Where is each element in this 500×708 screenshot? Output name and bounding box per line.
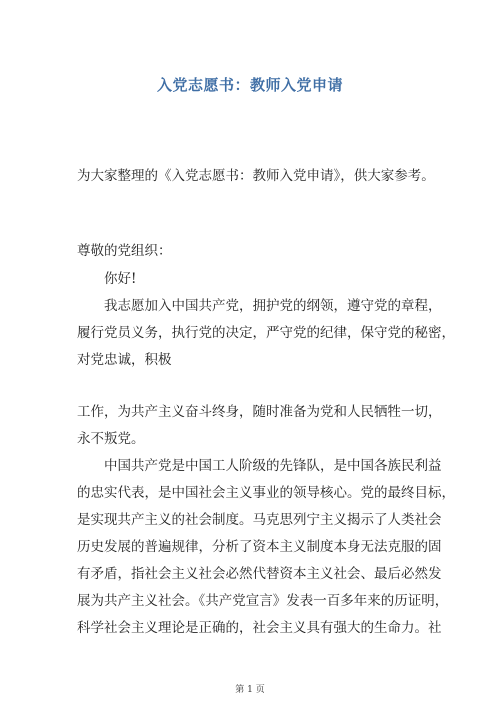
body-line: 有矛盾，指社会主义社会必然代替资本主义社会、最后必然发	[77, 566, 442, 582]
page-number: 第 1 页	[235, 685, 265, 695]
body-line: 的忠实代表，是中国社会主义事业的领导核心。党的最终目标，	[77, 485, 455, 501]
greeting: 你好!	[104, 271, 137, 287]
body-line: 永不叛党。	[77, 431, 145, 447]
body-line: 对党忠诚，积极	[77, 352, 172, 368]
intro-paragraph: 为大家整理的《入党志愿书：教师入党申请》，供大家参考。	[77, 168, 435, 184]
body-line: 履行党员义务，执行党的决定，严守党的纪律，保守党的秘密，	[77, 325, 455, 341]
body-line: 是实现共产主义的社会制度。马克思列宁主义揭示了人类社会	[77, 512, 442, 528]
body-line: 历史发展的普遍规律，分析了资本主义制度本身无法克服的固	[77, 539, 442, 555]
document-title: 入党志愿书：教师入党申请	[156, 76, 343, 94]
salutation: 尊敬的党组织：	[77, 243, 172, 259]
body-line: 中国共产党是中国工人阶级的先锋队，是中国各族民利益	[104, 458, 442, 474]
body-line: 科学社会主义理论是正确的，社会主义具有强大的生命力。社	[77, 620, 442, 636]
body-line: 工作，为共产主义奋斗终身，随时准备为党和人民牺牲一切，	[77, 404, 442, 420]
body-line: 展为共产主义社会。《共产党宣言》发表一百多年来的历证明，	[77, 593, 449, 609]
body-line: 我志愿加入中国共产党，拥护党的纲领，遵守党的章程，	[104, 298, 442, 314]
